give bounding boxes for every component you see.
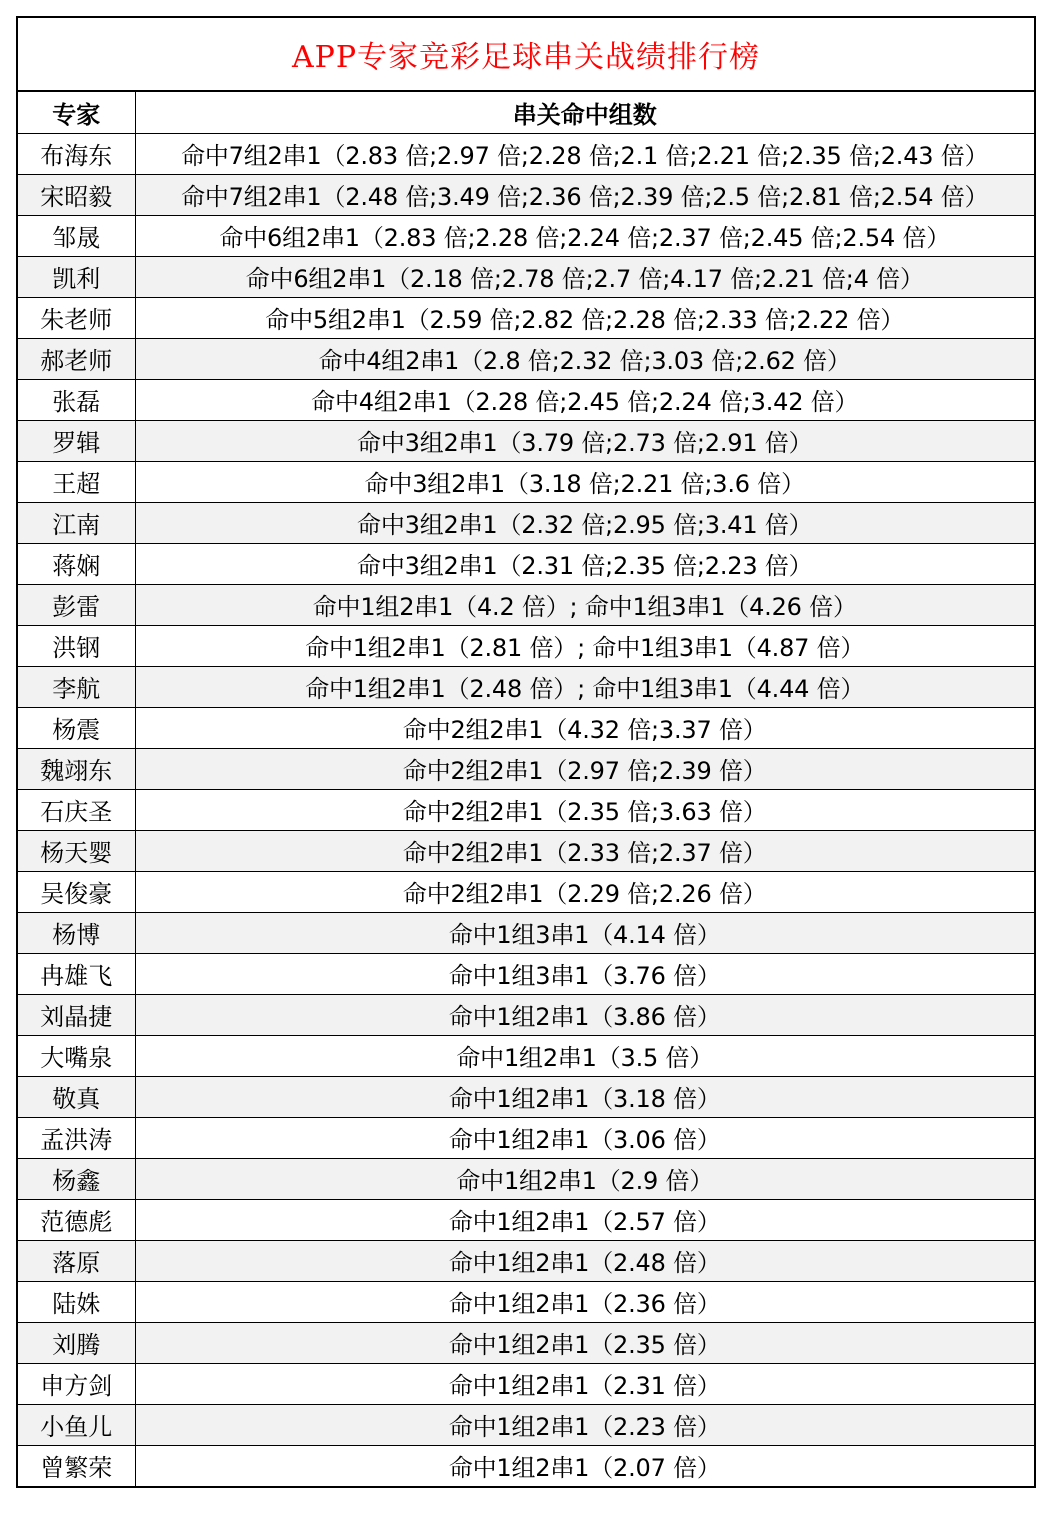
table-row: [18, 1322, 1034, 1363]
hit-record: 命中1组2串1（2.36 倍）: [135, 1281, 1034, 1322]
expert-name: 大嘴泉: [18, 1035, 135, 1076]
expert-name: 申方剑: [18, 1363, 135, 1404]
table-row: [18, 1445, 1034, 1486]
table-row: [18, 953, 1034, 994]
table-row: [18, 379, 1034, 420]
table-body: [18, 133, 1034, 1486]
expert-name: 彭雷: [18, 584, 135, 625]
hit-record: 命中1组2串1（3.18 倍）: [135, 1076, 1034, 1117]
hit-record: 命中3组2串1（2.31 倍;2.35 倍;2.23 倍）: [135, 543, 1034, 584]
hit-record: 命中2组2串1（2.29 倍;2.26 倍）: [135, 871, 1034, 912]
table-row: [18, 1281, 1034, 1322]
hit-record: 命中3组2串1（2.32 倍;2.95 倍;3.41 倍）: [135, 502, 1034, 543]
hit-record: 命中4组2串1（2.8 倍;2.32 倍;3.03 倍;2.62 倍）: [135, 338, 1034, 379]
hit-record: 命中1组2串1（3.86 倍）: [135, 994, 1034, 1035]
table-row: [18, 584, 1034, 625]
expert-name: 陆姝: [18, 1281, 135, 1322]
hit-record: 命中7组2串1（2.48 倍;3.49 倍;2.36 倍;2.39 倍;2.5 倍;2.81 倍;2.54 倍）: [135, 174, 1034, 215]
table-row: [18, 1404, 1034, 1445]
hit-record: 命中1组3串1（4.14 倍）: [135, 912, 1034, 953]
table-row: [18, 912, 1034, 953]
expert-name: 宋昭毅: [18, 174, 135, 215]
hit-record: 命中6组2串1（2.18 倍;2.78 倍;2.7 倍;4.17 倍;2.21 倍;4 倍）: [135, 256, 1034, 297]
table-row: [18, 871, 1034, 912]
hit-record: 命中2组2串1（4.32 倍;3.37 倍）: [135, 707, 1034, 748]
hit-record: 命中1组2串1（2.48 倍）: [135, 1240, 1034, 1281]
expert-name: 朱老师: [18, 297, 135, 338]
hit-record: 命中1组2串1（3.06 倍）: [135, 1117, 1034, 1158]
hit-record: 命中1组2串1（2.9 倍）: [135, 1158, 1034, 1199]
expert-name: 曾繁荣: [18, 1445, 135, 1486]
hit-record: 命中3组2串1（3.18 倍;2.21 倍;3.6 倍）: [135, 461, 1034, 502]
expert-name: 小鱼儿: [18, 1404, 135, 1445]
expert-name: 李航: [18, 666, 135, 707]
hit-record: 命中1组2串1（2.23 倍）: [135, 1404, 1034, 1445]
table-row: [18, 748, 1034, 789]
expert-name: 吴俊豪: [18, 871, 135, 912]
header-expert: 专家: [18, 92, 135, 133]
ranking-table: [18, 92, 1034, 1486]
table-row: [18, 174, 1034, 215]
expert-name: 刘腾: [18, 1322, 135, 1363]
table-row: [18, 1363, 1034, 1404]
expert-name: 张磊: [18, 379, 135, 420]
table-row: [18, 543, 1034, 584]
hit-record: 命中1组2串1（2.81 倍）; 命中1组3串1（4.87 倍）: [135, 625, 1034, 666]
hit-record: 命中1组3串1（3.76 倍）: [135, 953, 1034, 994]
table-row: [18, 420, 1034, 461]
hit-record: 命中6组2串1（2.83 倍;2.28 倍;2.24 倍;2.37 倍;2.45 倍;2.54 倍）: [135, 215, 1034, 256]
hit-record: 命中2组2串1（2.33 倍;2.37 倍）: [135, 830, 1034, 871]
table-header-row: [18, 92, 1034, 133]
expert-name: 江南: [18, 502, 135, 543]
expert-name: 邹晟: [18, 215, 135, 256]
table-row: [18, 256, 1034, 297]
header-records: 串关命中组数: [135, 92, 1034, 133]
table-row: [18, 1199, 1034, 1240]
table-row: [18, 461, 1034, 502]
ranking-sheet: [16, 16, 1036, 1488]
table-row: [18, 1158, 1034, 1199]
expert-name: 凯利: [18, 256, 135, 297]
table-row: [18, 133, 1034, 174]
table-row: [18, 1240, 1034, 1281]
table-row: [18, 215, 1034, 256]
expert-name: 郝老师: [18, 338, 135, 379]
hit-record: 命中1组2串1（2.57 倍）: [135, 1199, 1034, 1240]
expert-name: 落原: [18, 1240, 135, 1281]
expert-name: 杨震: [18, 707, 135, 748]
hit-record: 命中7组2串1（2.83 倍;2.97 倍;2.28 倍;2.1 倍;2.21 倍;2.35 倍;2.43 倍）: [135, 133, 1034, 174]
hit-record: 命中1组2串1（2.48 倍）; 命中1组3串1（4.44 倍）: [135, 666, 1034, 707]
expert-name: 布海东: [18, 133, 135, 174]
hit-record: 命中1组2串1（3.5 倍）: [135, 1035, 1034, 1076]
hit-record: 命中3组2串1（3.79 倍;2.73 倍;2.91 倍）: [135, 420, 1034, 461]
table-row: [18, 297, 1034, 338]
table-row: [18, 1076, 1034, 1117]
expert-name: 王超: [18, 461, 135, 502]
hit-record: 命中2组2串1（2.97 倍;2.39 倍）: [135, 748, 1034, 789]
expert-name: 洪钢: [18, 625, 135, 666]
table-row: [18, 625, 1034, 666]
expert-name: 杨博: [18, 912, 135, 953]
expert-name: 刘晶捷: [18, 994, 135, 1035]
table-row: [18, 789, 1034, 830]
table-row: [18, 502, 1034, 543]
table-row: [18, 994, 1034, 1035]
table-row: [18, 830, 1034, 871]
expert-name: 杨鑫: [18, 1158, 135, 1199]
hit-record: 命中2组2串1（2.35 倍;3.63 倍）: [135, 789, 1034, 830]
hit-record: 命中1组2串1（2.07 倍）: [135, 1445, 1034, 1486]
page-title: APP专家竞彩足球串关战绩排行榜: [18, 18, 1034, 92]
table-row: [18, 1035, 1034, 1076]
hit-record: 命中1组2串1（2.31 倍）: [135, 1363, 1034, 1404]
table-row: [18, 338, 1034, 379]
expert-name: 冉雄飞: [18, 953, 135, 994]
expert-name: 孟洪涛: [18, 1117, 135, 1158]
table-row: [18, 1117, 1034, 1158]
hit-record: 命中4组2串1（2.28 倍;2.45 倍;2.24 倍;3.42 倍）: [135, 379, 1034, 420]
expert-name: 罗辑: [18, 420, 135, 461]
expert-name: 魏翊东: [18, 748, 135, 789]
expert-name: 蒋娴: [18, 543, 135, 584]
hit-record: 命中5组2串1（2.59 倍;2.82 倍;2.28 倍;2.33 倍;2.22 倍）: [135, 297, 1034, 338]
expert-name: 范德彪: [18, 1199, 135, 1240]
expert-name: 敬真: [18, 1076, 135, 1117]
table-row: [18, 666, 1034, 707]
hit-record: 命中1组2串1（2.35 倍）: [135, 1322, 1034, 1363]
hit-record: 命中1组2串1（4.2 倍）; 命中1组3串1（4.26 倍）: [135, 584, 1034, 625]
expert-name: 杨天婴: [18, 830, 135, 871]
expert-name: 石庆圣: [18, 789, 135, 830]
table-row: [18, 707, 1034, 748]
